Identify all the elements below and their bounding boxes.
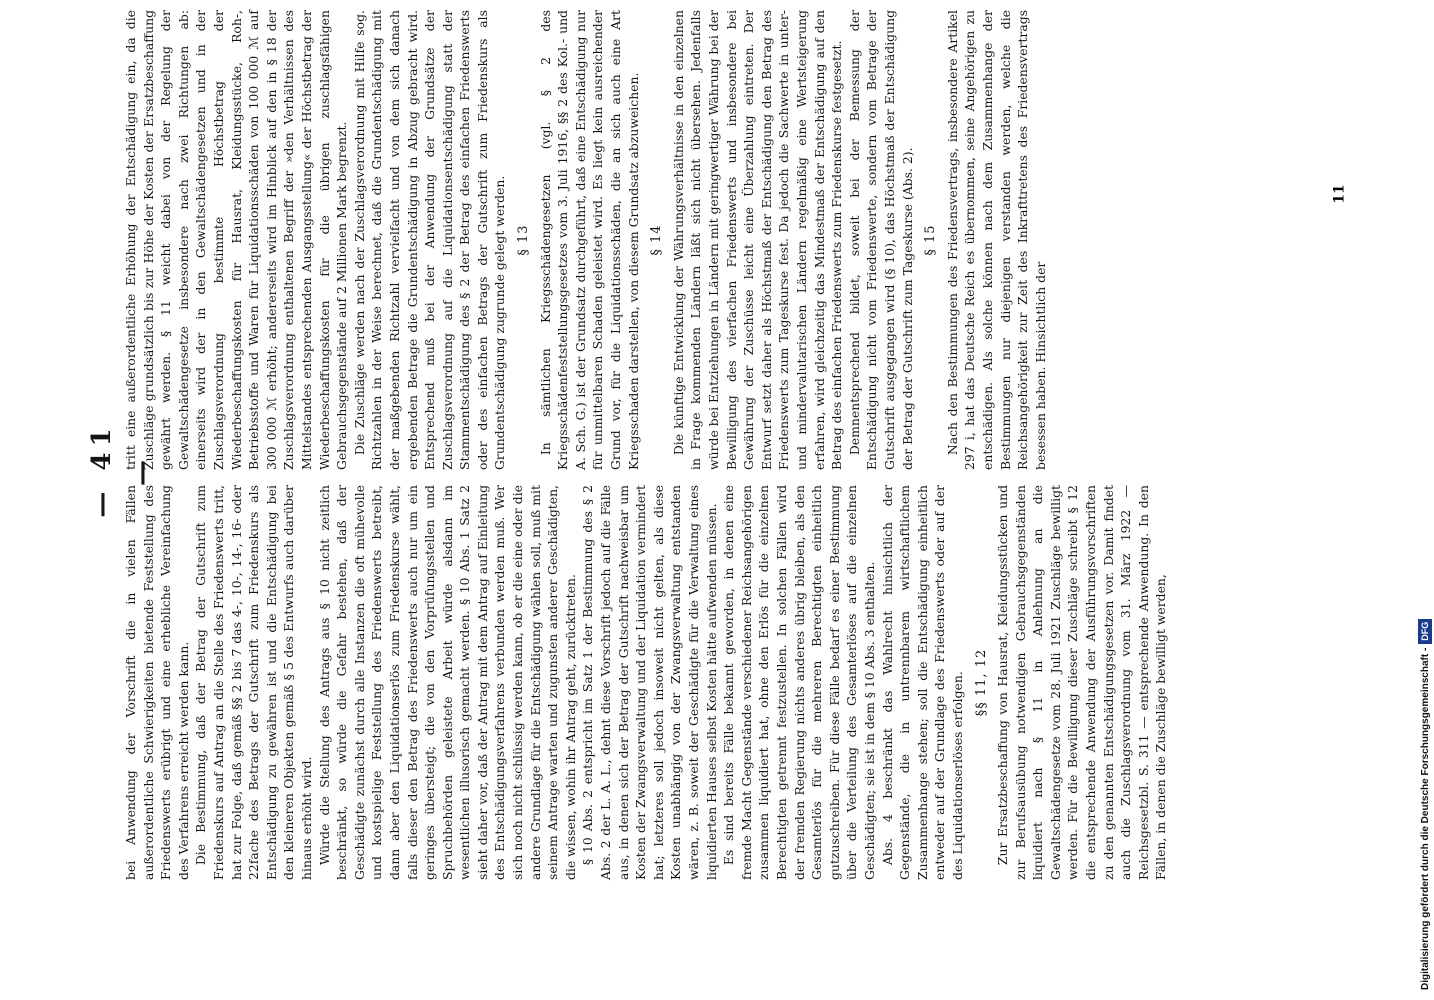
section-heading: §§ 11, 12 [973,648,989,717]
paragraph: tritt eine außerordentliche Erhöhung der Entschädigung ein, da die Zuschläge grundsätzlich bis zur Höhe der Kosten der Ersatzbeschaffung gewährt werden. § 11 weicht dabei von der Regelung der Gewaltschädengesetze insbesondere nach zwei Richtungen ab: einerseits wird der in den Gewaltschädengesetzen und in der Zuschlagsverordnung bestimmte Höchstbetrag der Wiederbeschaffungskosten für Hausrat, Kleidungsstücke, Roh-, Betriebsstoffe und Waren für Liquidationsschäden von 100 000 ℳ auf 300 000 ℳ erhöht; andererseits wird im Hinblick auf den in § 18 der Zuschlagsverordnung enthaltenen Begriff der »den Verhältnissen des Mittelstandes entsprechenden Ausgangsstellung« der Höchstbetrag der Wiederbeschaffungskosten für die übrigen zuschlagsfähigen Gebrauchsgegenstände auf 2 Millionen Mark begrenzt. [123,10,350,470]
paragraph: In sämtlichen Kriegsschädengesetzen (vgl. § 2 des Kriegsschädenfeststellungsgesetzes vom 3. Juli 1916, §§ 2 des Kol.- und A. Sch. G.) ist der Grundsatz durchgeführt, daß eine Entschädigung nur für unmittelbaren Schaden geleistet wird. Es liegt kein ausreichender Grund vor, für die Liquidationsschäden, die an sich auch eine Art Kriegsschaden darstellen, von diesem Grundsatz abzuweichen. [537,10,641,470]
page-number-head: — 41 — [87,422,157,518]
paragraph: Zur Ersatzbeschaffung von Hausrat, Kleidungsstücken und zur Berufsausübung notwendigen Gebrauchsgegenständen liquidiert nach § 11 in Anlehnung an die Gewaltschädengesetze vom 28. Juli 1921 Zuschläge bewilligt werden. Für die Bewilligung dieser Zuschläge schreibt § 12 die entsprechende Anwendung der Ausführungsvorschriften zu den genannten Entschädigungsgesetzen vor. Damit findet auch die Zuschlagsverordnung vom 31. März 1922 — Reichsgesetzbl. S. 311 — entsprechende Anwendung. In den Fällen, in denen die Zuschläge bewilligt werden, [995,485,1169,880]
dfg-logo: DFG [1418,619,1432,644]
section-heading: § 14 [649,224,665,256]
paragraph: Es sind bereits Fälle bekannt geworden, in denen eine fremde Macht Gegenstände verschiedener Reichsangehörigen zusammen liquidiert hat, ohne den Erlös für die einzelnen Berechtigten getrennt festzustellen. In solchen Fällen wird der fremden Regierung nichts anderes übrig bleiben, als den Gesamterlös für die mehreren Berechtigten einheitlich gutzuschreiben. Für diese Fälle bedarf es einer Bestimmung über die Verteilung des Gesamterlöses auf die einzelnen Geschädigten; sie ist in dem § 10 Abs. 3 enthalten. [721,485,877,880]
footer-number: 11 [1331,184,1348,204]
paragraph: Die künftige Entwicklung der Währungsverhältnisse in den einzelnen in Frage kommenden Ländern läßt sich nicht übersehen. Jedenfalls würde bei Entziehungen in Ländern mit geringwertiger Währung bei der Bewilligung des vierfachen Friedenswerts und insbesondere bei Gewährung der Zuschüsse leicht eine Überzahlung eintreten. Der Entwurf setzt daher als Höchstmaß der Entschädigung den Betrag des Friedenswerts zum Tageskurse fest. Da jedoch die Sachwerte in unter- und mindervalutarischen Ländern regelmäßig eine Wertsteigerung erfahren, wird gleichzeitig das Mindestmaß der Entschädigung auf den Betrag des einfachen Friedenswerts zum Friedenskurse festgesetzt. [670,10,845,470]
paragraph: Demnentsprechend bildet, soweit bei der Bemessung der Entschädigung nicht vom Friedenswerte, sondern vom Betrage der Gutschrift ausgegangen wird (§ 10), das Höchstmaß der Entschädigung der Betrag der Gutschrift zum Tageskurse (Abs. 2). [846,10,915,470]
right-column [122,10,1049,470]
paragraph: Die Zuschläge werden nach der Zuschlagsverordnung mit Hilfe sog. Richtzahlen in der Weise berechnet, daß die Grundentschädigung mit der maßgebenden Richtzahl vervielfacht und von dem sich danach ergebenden Betrage die Grundentschädigung in Abzug gebracht wird. Entsprechend muß bei der Anwendung der Grundsätze der Zuschlagsverordnung auf die Liquidationsentschädigung statt der Stammentschädigung des § 2 der Betrag des einfachen Friedenswerts oder des einfachen Betrags der Gutschrift zum Friedenskurs als Grundentschädigung zugrunde gelegt werden. [351,10,508,470]
paragraph: Abs. 4 beschränkt das Wahlrecht hinsichtlich der Gegenstände, die in untrennbarem wirtschaftlichem Zusammenhange stehen; soll die Entschädigung einheitlich entweder auf der Grundlage des Friedenswerts oder auf der des Liquidationserlöses erfolgen. [879,485,965,880]
section-heading: § 13 [516,224,532,256]
digitization-note-text: Digitalisierung gefördert durch die Deutsche Forschungsgemeinschaft - [1420,647,1431,990]
paragraph: bei Anwendung der Vorschrift die in vielen Fällen außerordentliche Schwierigkeiten bietende Feststellung des Friedenswerts erübrigt und eine erhebliche Vereinfachung des Verfahrens erreicht werden kann. [123,485,191,880]
digitization-note [1418,10,1432,990]
paragraph: § 10 Abs. 2 entspricht im Satz 1 der Bestimmung des § 2 Abs. 2 der L. A. L., dehnt diese Vorschrift jedoch auf die Fälle aus, in denen sich der Betrag der Gutschrift nachweisbar um Kosten der Zwangsverwaltung und der Liquidation vermindert hat; letzteres soll jedoch insoweit nicht gelten, als diese Kosten unabhängig von der Zwangsverwaltung entstanden wären, z. B. soweit der Geschädigte für die Verwaltung eines liquidierten Hauses selbst Kosten hätte aufwenden müssen. [580,485,719,880]
rotated-text-block-2 [122,0,1342,470]
paragraph: Nach den Bestimmungen des Friedensvertrags, insbesondere Artikel 297 i, hat das Deutsche Reich es übernommen, seine Angehörigen zu entschädigen. Als solche können nach dem Zusammenhange der Bestimmungen nur diejenigen verstanden werden, welche die Reichsangehörigkeit zur Zeit des Inkrafttretens des Friedensvertrags besessen haben. Hinsichtlich der [944,10,1048,470]
section-heading: § 15 [923,224,939,256]
paragraph: Die Bestimmung, daß der Betrag der Gutschrift zum Friedenskurs auf Antrag an die Stelle des Friedenswerts tritt, hat zur Folge, daß gemäß §§ 2 bis 7 das 4-, 10-, 14-, 16- oder 22fache des Betrags der Gutschrift zum Friedenskurs als Entschädigung zu gewähren ist und die Entschädigung bei den kleineren Objekten gemäß § 5 des Entwurfs auch darüber hinaus erhöht wird. [193,485,314,880]
left-column [122,485,1170,880]
paragraph: Würde die Stellung des Antrags aus § 10 nicht zeitlich beschränkt, so würde die Gefahr bestehen, daß der Geschädigte zunächst durch alle Instanzen die oft mühevolle und kostspielige Feststellung des Friedenswerts betreibt, dann aber den Liquidationserlös zum Friedenskurse wählt, falls dieser den Betrag des Friedenswerts auch nur um ein geringes übersteigt; die von den Vorprüfungsstellen und Spruchbehörden geleistete Arbeit würde alsdann im wesentlichen illusorisch gemacht werden. § 10 Abs. 1 Satz 2 sieht daher vor, daß der Antrag mit dem Antrag auf Einleitung des Entschädigungsverfahrens verbunden werden muß. Wer sich noch nicht schlüssig werden kann, ob er die eine oder die andere Grundlage für die Entschädigung wählen soll, muß mit seinem Antrage warten und zugunsten anderer Geschädigten, die wissen, wohin ihr Antrag geht, zurücktreten. [316,485,578,880]
